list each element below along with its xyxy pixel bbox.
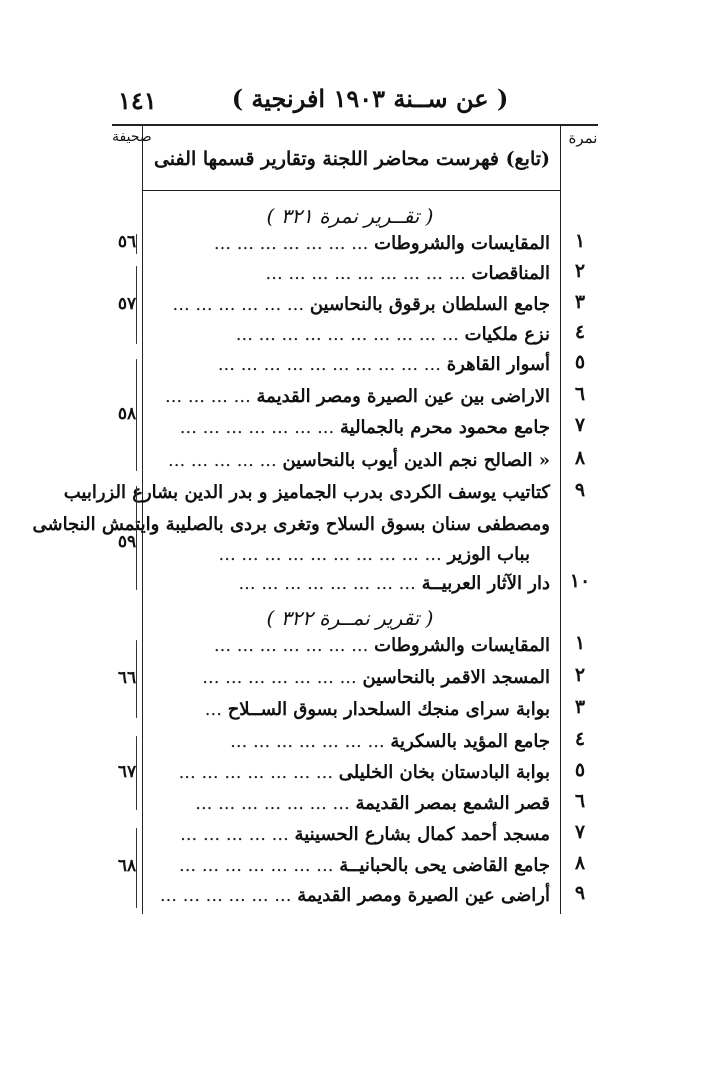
leader-dots: ... ... ... ... ... ... ... <box>195 793 350 814</box>
item-number: ٥ <box>574 351 586 373</box>
item-number: ٢ <box>574 664 586 686</box>
index-row <box>142 351 598 379</box>
item-title: قصر الشمع بمصر القديمة <box>355 793 550 814</box>
page-number: ١٤١ <box>118 86 157 115</box>
item-title: جامع السلطان برقوق بالنحاسين <box>309 294 550 315</box>
number-column-heading: نمرة <box>568 129 598 147</box>
item-title: بباب الوزير <box>447 544 530 565</box>
item-number: ٩ <box>574 882 586 904</box>
leader-dots: ... ... ... ... ... ... ... ... ... ... <box>217 354 441 375</box>
index-row <box>142 414 598 442</box>
item-number: ٣ <box>574 291 586 313</box>
item-title: المقايسات والشروطات <box>374 635 550 656</box>
item-title: أسوار القاهرة <box>446 354 550 375</box>
item-number: ١ <box>574 632 586 654</box>
page-reference: ٦٧ <box>117 762 137 782</box>
index-row <box>142 728 598 756</box>
index-row <box>142 260 598 288</box>
leader-dots: ... <box>204 699 222 720</box>
leader-dots: ... ... ... ... ... <box>180 824 289 845</box>
leader-dots: ... ... ... ... ... ... ... ... ... ... <box>235 324 459 345</box>
leader-dots: ... ... ... ... <box>164 386 251 407</box>
item-number: ٥ <box>574 759 586 781</box>
index-row <box>142 447 598 475</box>
item-number: ٣ <box>574 696 586 718</box>
item-title: نزع ملكيات <box>464 324 550 345</box>
leader-dots: ... ... ... ... ... ... ... <box>213 233 369 254</box>
index-row <box>142 632 598 660</box>
page-reference: ٥٧ <box>117 294 137 314</box>
page-reference: ٥٩ <box>117 532 137 552</box>
index-row <box>142 570 598 598</box>
leader-dots: ... ... ... ... ... ... ... <box>178 855 334 876</box>
item-number: ٤ <box>574 321 586 343</box>
item-number: ١ <box>574 230 586 252</box>
table-title: (تابع) فهرست محاضر اللجنة وتقارير قسمها الفنى <box>153 148 551 170</box>
item-title: المسجد الاقمر بالنحاسين <box>362 667 550 688</box>
item-title: جامع المؤيد بالسكرية <box>390 731 550 752</box>
index-row <box>32 511 598 539</box>
item-title: المقايسات والشروطات <box>374 233 550 254</box>
item-number: ٦ <box>574 790 586 812</box>
item-title: أراضى عين الصيرة ومصر القديمة <box>297 885 550 906</box>
index-row <box>142 383 598 411</box>
leader-dots: ... ... ... ... ... ... <box>172 294 305 315</box>
item-title: كتاتيب يوسف الكردى بدرب الجماميز و بدر الدين بشارع الزرابيب <box>63 482 550 503</box>
item-number: ٧ <box>574 821 586 843</box>
item-number: ٤ <box>574 728 586 750</box>
item-title: « الصالح نجم الدين أيوب بالنحاسين <box>282 450 550 471</box>
item-title: مسجد أحمد كمال بشارع الحسينية <box>294 824 550 845</box>
index-row <box>142 230 598 258</box>
top-rule <box>112 124 598 126</box>
page-reference: ٥٦ <box>117 232 137 252</box>
section-title: ( تقرير نمــرة ٣٢٢ ) <box>266 606 434 630</box>
heading-rule <box>142 190 560 191</box>
index-row <box>63 479 598 507</box>
item-number: ٩ <box>574 479 586 501</box>
item-title: دار الآثار العربيــة <box>421 573 550 594</box>
leader-dots: ... ... ... ... ... ... ... ... <box>238 573 416 594</box>
index-row <box>142 321 598 349</box>
item-title: بوابة سراى منجك السلحدار بسوق الســلاح <box>227 699 550 720</box>
item-title: ومصطفى سنان بسوق السلاح وتغرى بردى بالصليبة وايتمش النجاشى <box>32 514 550 535</box>
index-row <box>142 291 598 319</box>
index-row <box>142 759 598 787</box>
leader-dots: ... ... ... ... ... ... ... <box>230 731 385 752</box>
item-number: ٢ <box>574 260 586 282</box>
item-number: ٦ <box>574 383 586 405</box>
index-row <box>142 664 598 692</box>
item-title: الاراضى بين عين الصيرة ومصر القديمة <box>256 386 550 407</box>
index-row <box>142 790 598 818</box>
index-row <box>142 852 598 880</box>
index-row <box>142 882 598 910</box>
leader-dots: ... ... ... ... ... ... ... ... ... ... <box>218 544 442 565</box>
leader-dots: ... ... ... ... ... ... ... <box>213 635 369 656</box>
section-title: ( تقــرير نمرة ٣٢١ ) <box>266 204 434 228</box>
item-title: بوابة البادستان بخان الخليلى <box>338 762 550 783</box>
item-number: ٧ <box>574 414 586 436</box>
index-row <box>142 696 598 724</box>
leader-dots: ... ... ... ... ... ... <box>159 885 292 906</box>
page-reference: ٦٨ <box>117 856 137 876</box>
leader-dots: ... ... ... ... ... <box>168 450 277 471</box>
page-reference: ٥٨ <box>117 404 137 424</box>
item-title: جامع القاضى يحى بالحبانيــة <box>339 855 550 876</box>
item-title: جامع محمود محرم بالجمالية <box>339 417 550 438</box>
page-reference: ٦٦ <box>117 668 137 688</box>
item-title: المناقصات <box>471 263 550 284</box>
leader-dots: ... ... ... ... ... ... ... <box>179 417 335 438</box>
leader-dots: ... ... ... ... ... ... ... <box>202 667 357 688</box>
page-column-heading: صحيفة <box>112 129 152 145</box>
leader-dots: ... ... ... ... ... ... ... ... ... <box>265 263 466 284</box>
index-row <box>142 541 598 569</box>
item-number: ١٠ <box>569 570 591 592</box>
leader-dots: ... ... ... ... ... ... ... <box>178 762 334 783</box>
item-number: ٨ <box>574 852 586 874</box>
running-title: ( عن ســنة ١٩٠٣ افرنجية ) <box>231 84 509 113</box>
index-row <box>142 821 598 849</box>
item-number: ٨ <box>574 447 586 469</box>
